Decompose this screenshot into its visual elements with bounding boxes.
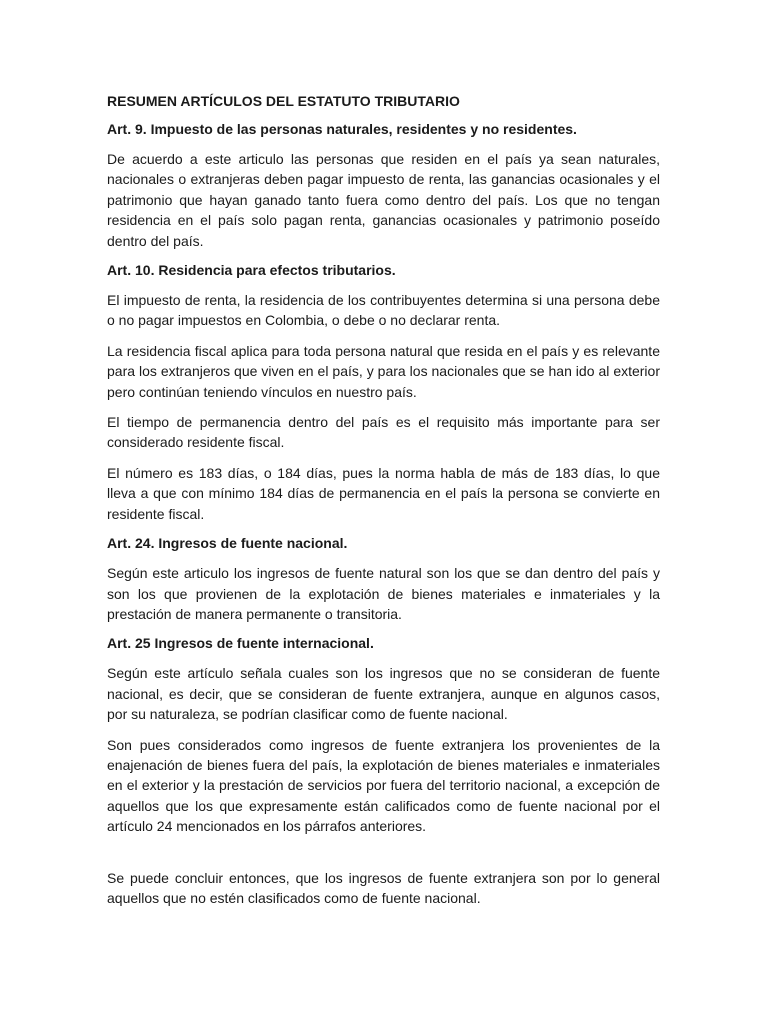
paragraph: El impuesto de renta, la residencia de los contribuyentes determina si una persona debe o no pagar impuestos en Colombia, o debe o no declarar renta. <box>107 292 660 329</box>
document-title: RESUMEN ARTÍCULOS DEL ESTATUTO TRIBUTARIO <box>107 93 460 109</box>
section-heading: Art. 25 Ingresos de fuente internacional. <box>107 635 374 652</box>
section-art-9 <box>107 120 660 251</box>
section-heading: Art. 9. Impuesto de las personas naturales, residentes y no residentes. <box>107 121 577 137</box>
paragraph: De acuerdo a este articulo las personas que residen en el país ya sean naturales, nacionales o extranjeras deben pagar impuesto de renta, las ganancias ocasionales y el patrimonio que hayan ganado tanto fuera como dentro del país. Los que no tengan residencia en el país solo pagan renta, ganancias ocasionales y patrimonio poseído dentro del país. <box>107 151 660 249</box>
paragraph: Según este articulo los ingresos de fuente natural son los que se dan dentro del país y son los que provienen de la explotación de bienes materiales e inmateriales y la prestación de manera permanente o transitoria. <box>107 565 660 622</box>
paragraph: Según este artículo señala cuales son los ingresos que no se consideran de fuente nacional, es decir, que se consideran de fuente extranjera, aunque en algunos casos, por su naturaleza, se podrían clasificar como de fuente nacional. <box>107 665 660 723</box>
document-page <box>107 92 660 918</box>
section-heading: Art. 10. Residencia para efectos tributarios. <box>107 262 396 279</box>
section-heading: Art. 24. Ingresos de fuente nacional. <box>107 535 348 552</box>
paragraph: El tiempo de permanencia dentro del país es el requisito más importante para ser considerado residente fiscal. <box>107 414 660 451</box>
paragraph: La residencia fiscal aplica para toda persona natural que resida en el país y es relevante para los extranjeros que viven en el país, y para los nacionales que se han ido al exterior pero continúan teniendo vínculos en nuestro país. <box>107 342 660 400</box>
conclusion-paragraph: Se puede concluir entonces, que los ingresos de fuente extranjera son por lo general aquellos que no estén clasificados como de fuente nacional. <box>107 869 660 906</box>
section-art-25 <box>107 634 660 836</box>
paragraph: Son pues considerados como ingresos de fuente extranjera los provenientes de la enajenación de bienes fuera del país, la explotación de bienes materiales e inmateriales en el exterior y la prestación de servicios por fuera del territorio nacional, a excepción de aquellos que los que expresamente están calificados como de fuente nacional por el artículo 24 mencionados en los párrafos anteriores. <box>107 736 660 835</box>
blank-line <box>107 847 660 868</box>
section-art-10 <box>107 261 660 524</box>
section-art-24 <box>107 534 660 624</box>
paragraph: El número es 183 días, o 184 días, pues la norma habla de más de 183 días, lo que lleva a que con mínimo 184 días de permanencia en el país la persona se convierte en residente fiscal. <box>107 464 660 522</box>
